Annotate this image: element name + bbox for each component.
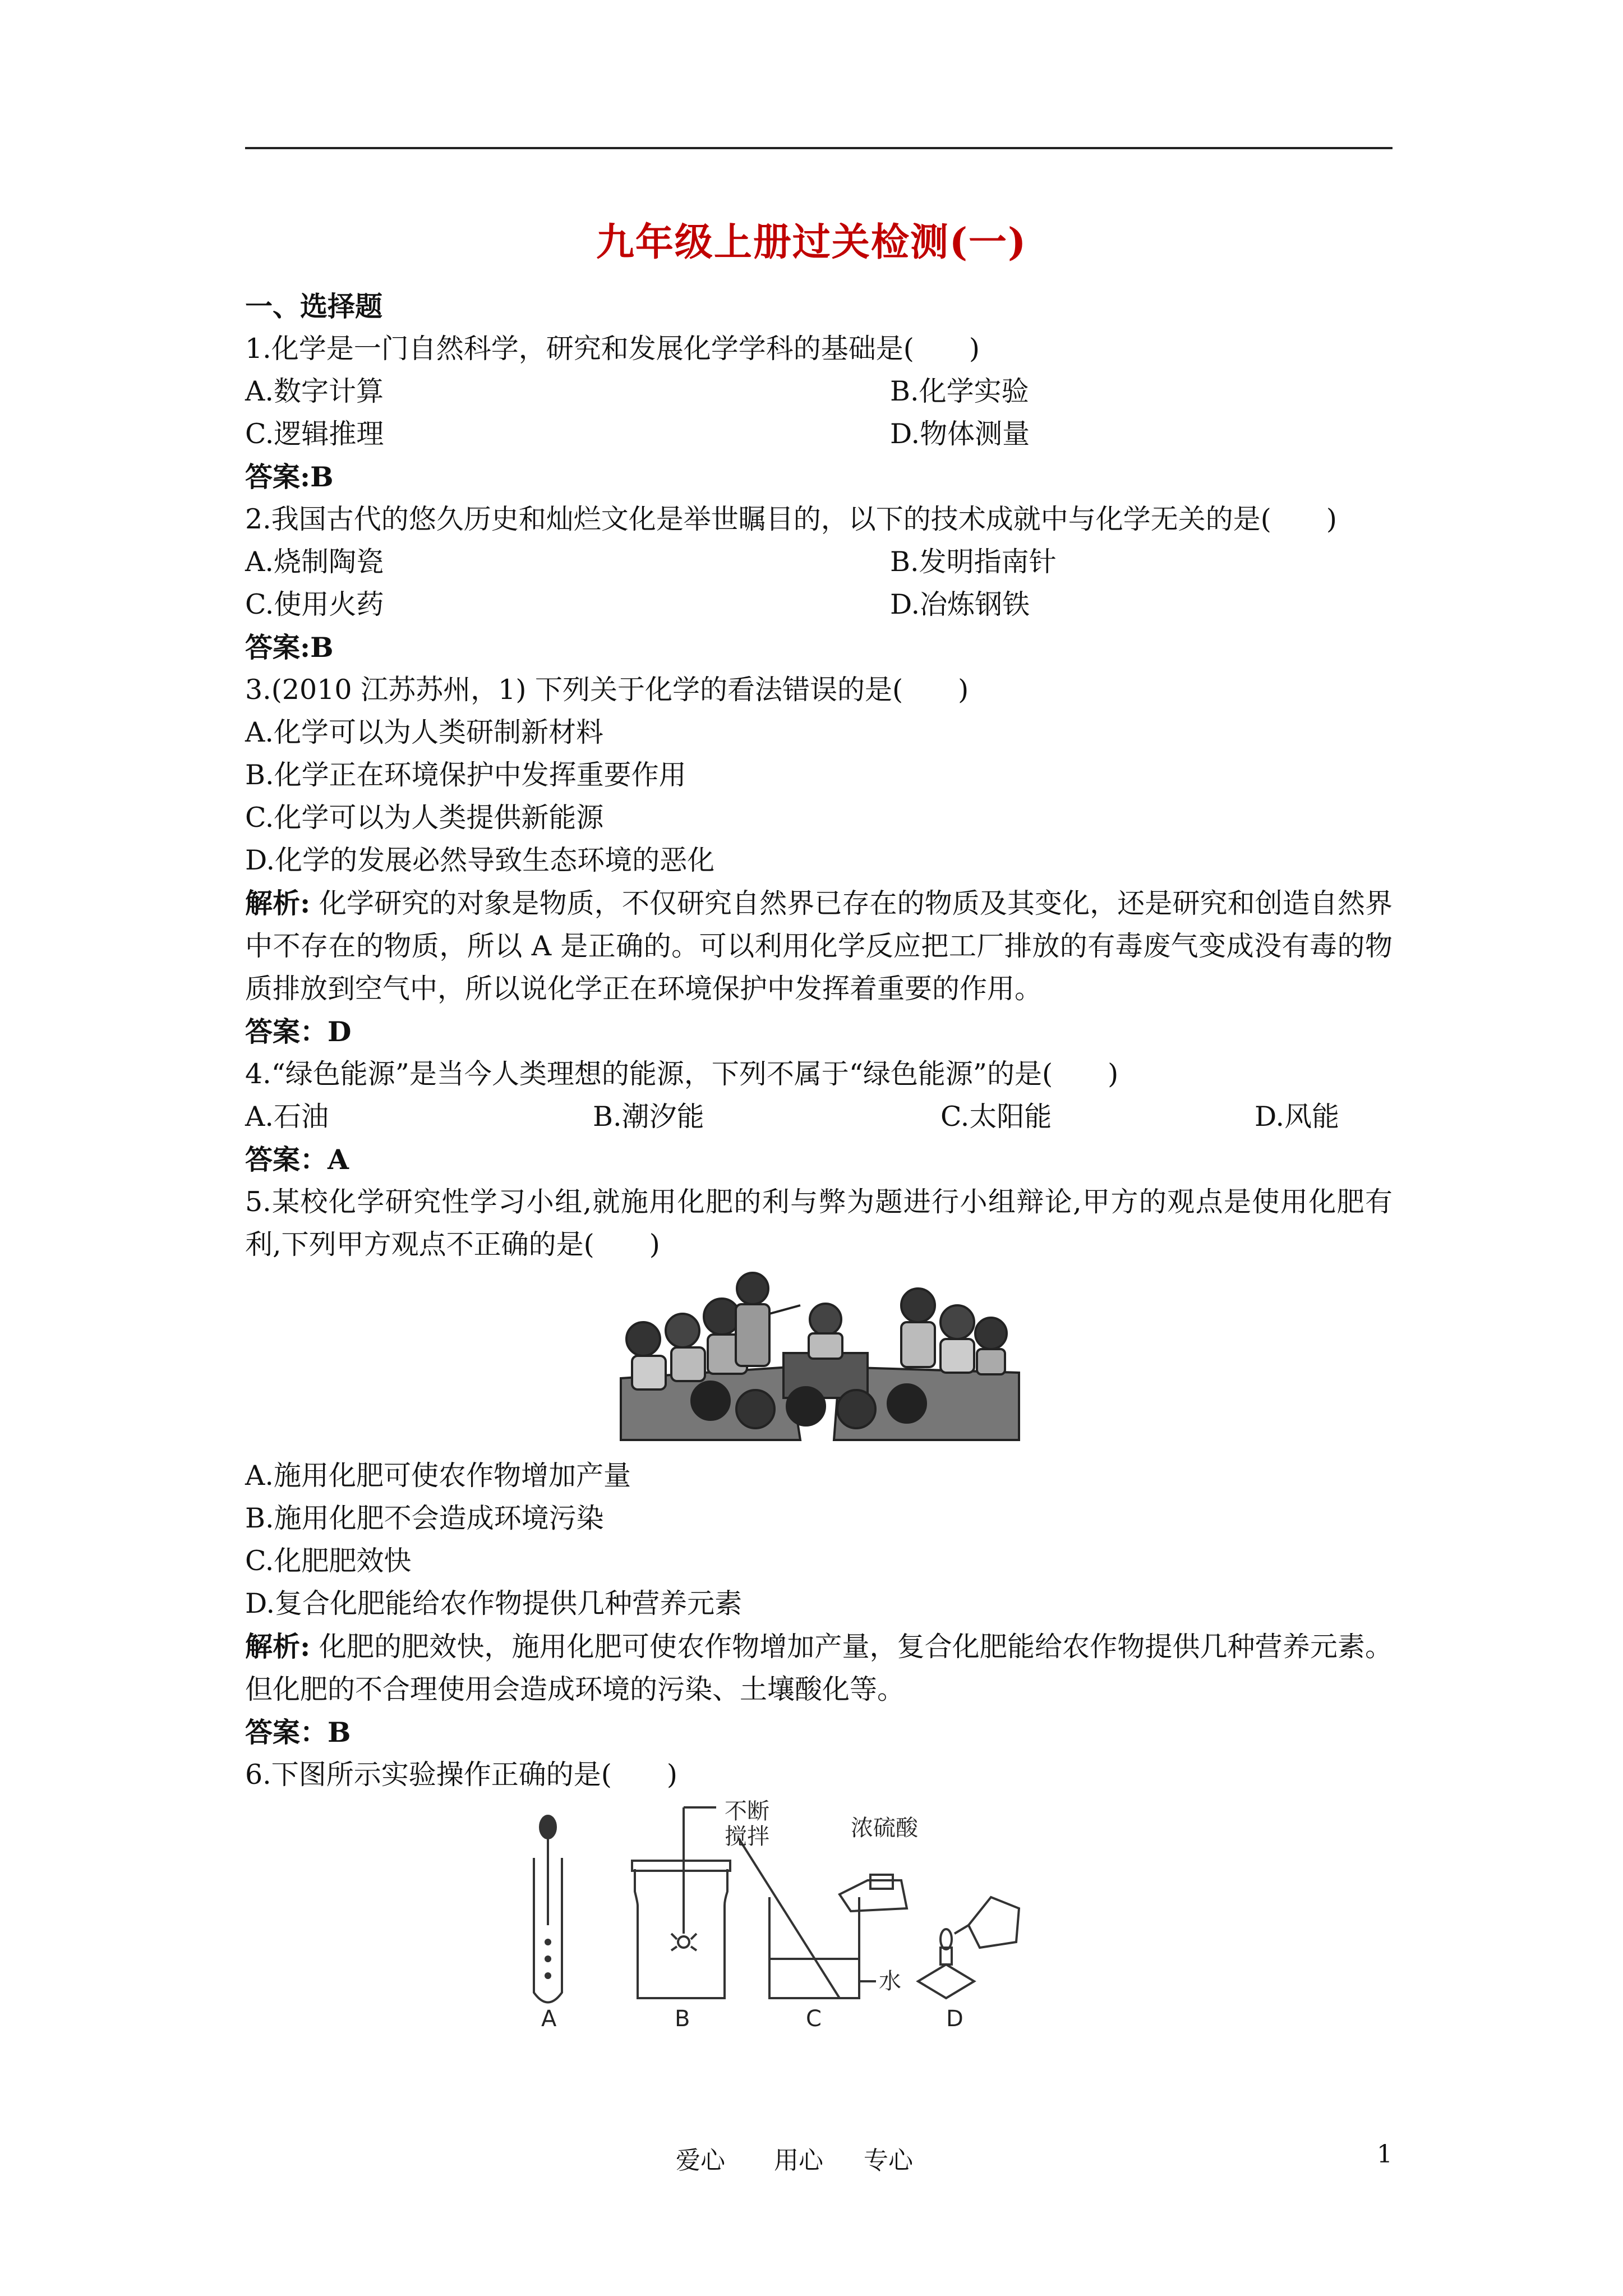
- panel-label-b: B: [675, 2006, 690, 2032]
- lab-operations-image: [245, 1796, 1393, 2032]
- question-1-option-b: B.化学实验: [890, 375, 1029, 407]
- question-1-option-d: D.物体测量: [890, 418, 1030, 450]
- question-2-option-c: C.使用火药: [245, 588, 384, 620]
- footer-motto-3: 专心: [864, 2146, 913, 2175]
- label-stir-1: 不断: [725, 1798, 769, 1824]
- question-4-option-d: D.风能: [1255, 1101, 1340, 1133]
- question-5-option-c: C.化肥肥效快: [245, 1545, 412, 1577]
- label-stir-2: 搅拌: [725, 1824, 769, 1849]
- panel-label-a: A: [541, 2006, 557, 2032]
- question-2-option-b: B.发明指南针: [890, 546, 1057, 578]
- debate-illustration: [245, 1272, 1393, 1455]
- question-5-option-a: A.施用化肥可使农作物增加产量: [245, 1460, 631, 1492]
- question-3-option-c: C.化学可以为人类提供新能源: [245, 802, 604, 834]
- panel-label-c: C: [806, 2006, 822, 2032]
- question-6-stem: 6.下图所示实验操作正确的是( ): [245, 1759, 677, 1791]
- question-4-stem: 4.“绿色能源”是当今人类理想的能源，下列不属于“绿色能源”的是( ): [245, 1058, 1119, 1090]
- question-5-analysis: [245, 1625, 1393, 1711]
- lab-operations-figure: [245, 1796, 1393, 2032]
- question-4-answer: 答案：A: [245, 1143, 349, 1176]
- panel-b-gas-bottle: [632, 1807, 730, 1998]
- panel-a-test-tube: [534, 1816, 562, 2003]
- question-4-option-a: A.石油: [245, 1101, 329, 1133]
- question-1-stem: 1.化学是一门自然科学，研究和发展化学学科的基础是( ): [245, 333, 980, 365]
- classroom-debate-image: [245, 1272, 1393, 1446]
- question-3-stem: 3.(2010 江苏苏州，1) 下列关于化学的看法错误的是( ): [245, 674, 969, 706]
- page-number: 1: [1377, 2140, 1393, 2169]
- question-2-options-row-2: [245, 583, 1393, 626]
- question-2-answer: 答案:B: [245, 631, 334, 664]
- question-4-option-b: B.潮汐能: [593, 1101, 704, 1133]
- question-5-stem: 5.某校化学研究性学习小组,就施用化肥的利与弊为题进行小组辩论,甲方的观点是使用化肥有利,下列甲方观点不正确的是( ): [245, 1186, 1393, 1260]
- question-1-option-c: C.逻辑推理: [245, 418, 384, 450]
- question-4-options-row: [245, 1096, 1393, 1138]
- question-1-options-row-2: [245, 413, 1393, 455]
- question-5-analysis-text: 化肥的肥效快，施用化肥可使农作物增加产量，复合化肥能给农作物提供几种营养元素。但化肥的不合理使用会造成环境的污染、土壤酸化等。: [245, 1631, 1393, 1705]
- footer-motto-2: 用心: [774, 2146, 823, 2175]
- label-concentrated-acid: 浓硫酸: [851, 1815, 918, 1841]
- question-3-analysis-label: 解析:: [245, 887, 311, 919]
- question-2-options-row-1: [245, 541, 1393, 583]
- question-3-analysis: [245, 882, 1393, 1010]
- question-3-analysis-text: 化学研究的对象是物质，不仅研究自然界已存在的物质及其变化，还是研究和创造自然界中不存在的物质，所以 A 是正确的。可以利用化学反应把工厂排放的有毒废气变成没有毒的物质排放到空气中，所以说化学正在环境保护中发挥着重要的作用。: [245, 887, 1393, 1005]
- question-2-option-d: D.冶炼钢铁: [890, 588, 1030, 620]
- question-5-option-b: B.施用化肥不会造成环境污染: [245, 1502, 604, 1534]
- question-3-answer: 答案：D: [245, 1015, 352, 1048]
- header-rule: [245, 147, 1393, 149]
- panel-d-alcohol-lamps: [918, 1897, 1019, 1998]
- question-3-option-b: B.化学正在环境保护中发挥重要作用: [245, 759, 686, 791]
- page-title: 九年级上册过关检测(一): [596, 220, 1027, 265]
- question-5-answer: 答案：B: [245, 1716, 351, 1749]
- question-5-option-d: D.复合化肥能给农作物提供几种营养元素: [245, 1588, 743, 1619]
- panel-label-d: D: [946, 2006, 963, 2032]
- question-1-options-row-1: [245, 370, 1393, 413]
- document-body: [245, 285, 1393, 2032]
- section-heading: 一、选择题: [245, 290, 383, 323]
- question-2-option-a: A.烧制陶瓷: [245, 546, 384, 578]
- question-2-stem: 2.我国古代的悠久历史和灿烂文化是举世瞩目的，以下的技术成就中与化学无关的是( ): [245, 503, 1337, 535]
- question-5-analysis-label: 解析:: [245, 1630, 311, 1663]
- question-1-option-a: A.数字计算: [245, 375, 384, 407]
- question-3-option-a: A.化学可以为人类研制新材料: [245, 716, 603, 748]
- footer-motto-1: 爱心: [676, 2146, 725, 2175]
- label-water: 水: [879, 1968, 901, 1994]
- question-4-option-c: C.太阳能: [940, 1101, 1052, 1133]
- question-3-option-d: D.化学的发展必然导致生态环境的恶化: [245, 844, 715, 876]
- question-1-answer: 答案:B: [245, 461, 334, 493]
